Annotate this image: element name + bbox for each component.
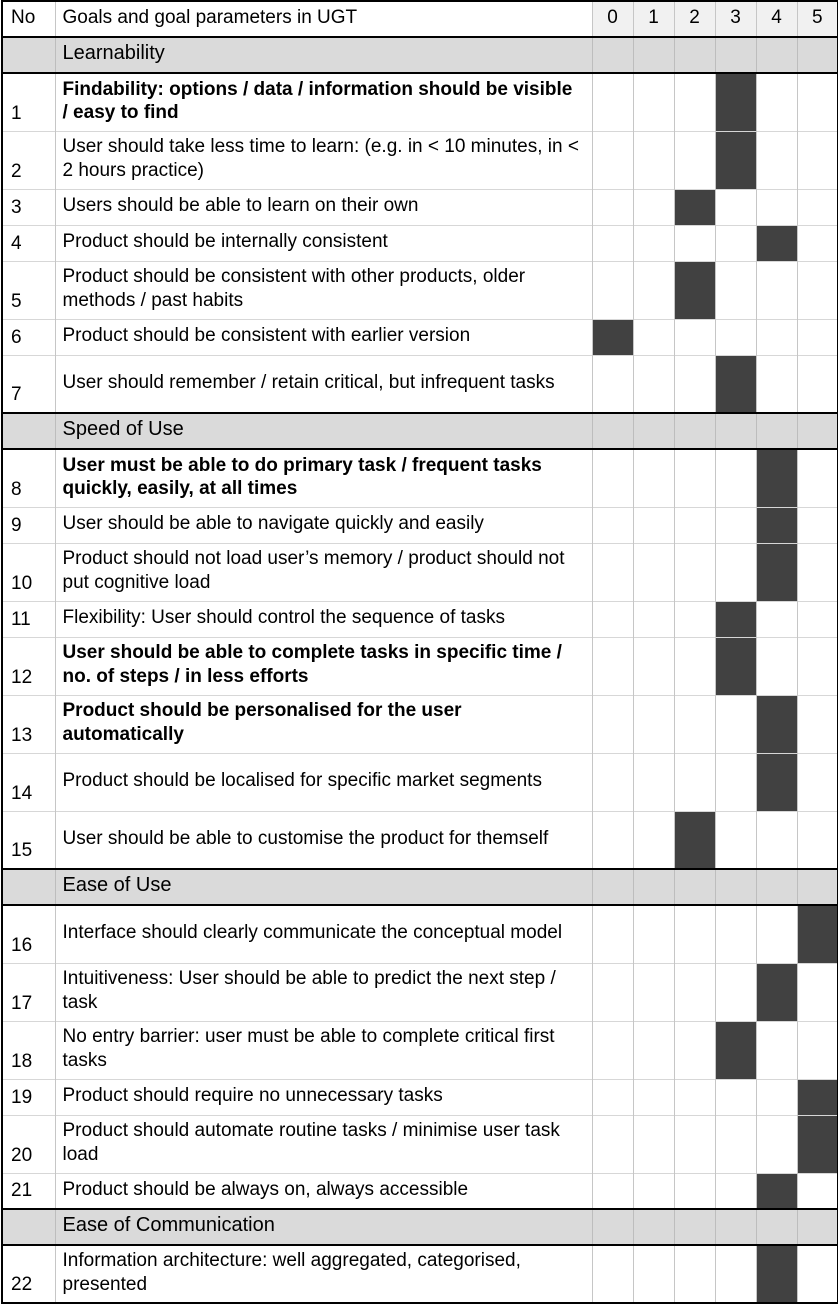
rating-cell-filled [756, 543, 797, 601]
rating-cell [633, 225, 674, 261]
rating-cell-filled [756, 753, 797, 811]
rating-cell [756, 601, 797, 637]
section-number-cell [2, 1209, 55, 1245]
rating-cell [756, 319, 797, 355]
rating-cell [592, 355, 633, 413]
rating-cell [633, 131, 674, 189]
goal-number: 8 [11, 478, 22, 500]
goal-number: 19 [11, 1086, 33, 1108]
rating-cell-filled [797, 1115, 838, 1173]
rating-cell [633, 1245, 674, 1303]
goal-text: Information architecture: well aggregated, categorised, presented [55, 1245, 592, 1303]
rating-cell [797, 261, 838, 319]
rating-cell [797, 131, 838, 189]
goal-text: User should take less time to learn: (e.g. in < 10 minutes, in < 2 hours practice) [55, 131, 592, 189]
rating-cell [715, 507, 756, 543]
goal-number: 11 [11, 608, 31, 630]
goal-text: User should be able to complete tasks in specific time / no. of steps / in less efforts [55, 637, 592, 695]
rating-cell [797, 1245, 838, 1303]
rating-cell-filled [715, 73, 756, 131]
rating-cell [756, 189, 797, 225]
rating-cell [674, 905, 715, 963]
goal-number: 17 [11, 992, 33, 1014]
rating-cell [715, 869, 756, 905]
rating-cell-filled [797, 905, 838, 963]
goal-text: Product should be localised for specific market segments [55, 753, 592, 811]
goal-number: 9 [11, 514, 22, 536]
rating-cell [756, 811, 797, 869]
rating-cell [797, 449, 838, 507]
rating-cell [715, 543, 756, 601]
rating-cell-filled [674, 811, 715, 869]
rating-cell [756, 37, 797, 73]
goal-row [2, 449, 838, 507]
goal-text: No entry barrier: user must be able to complete critical first tasks [55, 1021, 592, 1079]
goal-number: 13 [11, 724, 33, 746]
goal-row [2, 637, 838, 695]
goal-number: 1 [11, 102, 22, 124]
rating-cell [715, 753, 756, 811]
goal-column-header: Goals and goal parameters in UGT [55, 1, 592, 37]
rating-cell [756, 355, 797, 413]
rating-cell [592, 449, 633, 507]
goal-number: 20 [11, 1144, 33, 1166]
rating-cell [674, 963, 715, 1021]
rating-cell [715, 963, 756, 1021]
rating-cell [674, 637, 715, 695]
goal-row [2, 189, 838, 225]
rating-cell [797, 753, 838, 811]
rating-cell [633, 753, 674, 811]
rating-cell [633, 905, 674, 963]
rating-cell [756, 1209, 797, 1245]
rating-cell [797, 73, 838, 131]
goal-number: 6 [11, 326, 22, 348]
rating-cell [797, 637, 838, 695]
rating-cell [756, 905, 797, 963]
rating-cell [756, 1115, 797, 1173]
rating-cell [592, 811, 633, 869]
rating-cell [592, 1021, 633, 1079]
rating-cell [715, 1079, 756, 1115]
rating-cell [592, 601, 633, 637]
rating-cell [797, 413, 838, 449]
goal-number: 10 [11, 572, 33, 594]
rating-cell [797, 507, 838, 543]
goal-text: Users should be able to learn on their own [55, 189, 592, 225]
goal-row [2, 355, 838, 413]
rating-cell [715, 695, 756, 753]
rating-cell-filled [756, 1245, 797, 1303]
rating-cell-filled [715, 1021, 756, 1079]
goal-number: 14 [11, 782, 33, 804]
rating-cell [592, 37, 633, 73]
section-row [2, 413, 838, 449]
rating-cell [715, 413, 756, 449]
rating-cell [633, 543, 674, 601]
goal-row [2, 1079, 838, 1115]
goal-text: Product should be consistent with earlier version [55, 319, 592, 355]
rating-cell [756, 413, 797, 449]
goal-row [2, 1115, 838, 1173]
rating-cell [592, 131, 633, 189]
section-label: Ease of Communication [55, 1209, 592, 1245]
rating-cell [797, 1173, 838, 1209]
goal-text: User should remember / retain critical, but infrequent tasks [55, 355, 592, 413]
rating-cell [592, 1209, 633, 1245]
rating-cell [756, 131, 797, 189]
goal-row [2, 753, 838, 811]
rating-cell [633, 637, 674, 695]
rating-cell [674, 319, 715, 355]
rating-cell-filled [715, 355, 756, 413]
rating-cell [674, 543, 715, 601]
rating-cell [592, 695, 633, 753]
section-number-cell [2, 869, 55, 905]
rating-cell-filled [756, 695, 797, 753]
goal-text: User should be able to navigate quickly and easily [55, 507, 592, 543]
goal-text: Findability: options / data / information should be visible / easy to find [55, 73, 592, 131]
rating-cell [633, 507, 674, 543]
rating-cell [797, 963, 838, 1021]
rating-cell [633, 261, 674, 319]
rating-cell [797, 37, 838, 73]
rating-cell [674, 37, 715, 73]
goal-text: Product should be personalised for the user automatically [55, 695, 592, 753]
rating-cell [592, 225, 633, 261]
rating-cell [674, 695, 715, 753]
rating-cell [674, 1245, 715, 1303]
rating-cell [715, 189, 756, 225]
goal-row [2, 1245, 838, 1303]
goal-row [2, 319, 838, 355]
rating-cell [797, 189, 838, 225]
goal-text: Interface should clearly communicate the conceptual model [55, 905, 592, 963]
goal-text: Flexibility: User should control the sequence of tasks [55, 601, 592, 637]
goal-text: Product should be internally consistent [55, 225, 592, 261]
section-number-cell [2, 413, 55, 449]
rating-cell [756, 869, 797, 905]
goal-row [2, 963, 838, 1021]
rating-cell [633, 37, 674, 73]
goal-row [2, 811, 838, 869]
rating-cell [633, 601, 674, 637]
goal-row [2, 507, 838, 543]
section-row [2, 869, 838, 905]
section-label: Learnability [55, 37, 592, 73]
rating-cell [633, 869, 674, 905]
section-label: Speed of Use [55, 413, 592, 449]
rating-column-header-2: 2 [674, 1, 715, 37]
goal-number: 22 [11, 1274, 33, 1295]
rating-cell-filled [674, 189, 715, 225]
goal-text: Product should automate routine tasks / minimise user task load [55, 1115, 592, 1173]
rating-cell-filled [715, 601, 756, 637]
rating-cell [674, 1079, 715, 1115]
goal-row [2, 261, 838, 319]
rating-cell [715, 1173, 756, 1209]
rating-cell [592, 1079, 633, 1115]
rating-cell [592, 261, 633, 319]
rating-cell-filled [756, 449, 797, 507]
rating-cell [674, 355, 715, 413]
rating-cell [633, 319, 674, 355]
goal-text: Product should not load user’s memory / product should not put cognitive load [55, 543, 592, 601]
goal-text: Product should require no unnecessary tasks [55, 1079, 592, 1115]
goal-row [2, 1021, 838, 1079]
rating-cell-filled [756, 963, 797, 1021]
goal-number: 12 [11, 666, 33, 688]
rating-cell-filled [756, 1173, 797, 1209]
rating-column-header-1: 1 [633, 1, 674, 37]
rating-cell [797, 225, 838, 261]
rating-cell-filled [756, 225, 797, 261]
rating-cell [797, 601, 838, 637]
goals-table [1, 0, 838, 1304]
rating-cell [633, 413, 674, 449]
rating-cell [674, 1209, 715, 1245]
rating-cell [633, 1079, 674, 1115]
section-label: Ease of Use [55, 869, 592, 905]
rating-cell [715, 811, 756, 869]
table-header-row [2, 1, 838, 37]
rating-cell [633, 73, 674, 131]
rating-cell [592, 905, 633, 963]
rating-cell [797, 811, 838, 869]
rating-cell-filled [756, 507, 797, 543]
goal-row [2, 73, 838, 131]
goal-number: 3 [11, 196, 22, 218]
rating-cell [633, 189, 674, 225]
rating-cell [592, 869, 633, 905]
rating-cell [633, 811, 674, 869]
no-column-header: No [11, 7, 36, 28]
rating-cell [674, 413, 715, 449]
rating-cell-filled [715, 131, 756, 189]
rating-cell [674, 1115, 715, 1173]
rating-cell [715, 905, 756, 963]
rating-cell [592, 1173, 633, 1209]
rating-cell [633, 695, 674, 753]
goal-row [2, 225, 838, 261]
rating-cell [592, 753, 633, 811]
goal-number: 4 [11, 232, 22, 254]
rating-cell [633, 1173, 674, 1209]
goal-row [2, 601, 838, 637]
goal-row [2, 1173, 838, 1209]
rating-cell [797, 319, 838, 355]
rating-cell [797, 543, 838, 601]
rating-cell [756, 73, 797, 131]
goals-table-body [2, 37, 838, 1303]
goal-number: 16 [11, 934, 33, 956]
goal-number: 21 [11, 1180, 33, 1201]
rating-cell [592, 1245, 633, 1303]
goal-text: User must be able to do primary task / frequent tasks quickly, easily, at all times [55, 449, 592, 507]
goal-number: 5 [11, 290, 22, 312]
goal-number: 2 [11, 160, 22, 182]
goal-text: Product should be consistent with other products, older methods / past habits [55, 261, 592, 319]
rating-cell [592, 413, 633, 449]
goal-row [2, 543, 838, 601]
rating-cell-filled [715, 637, 756, 695]
goal-row [2, 131, 838, 189]
goal-number: 15 [11, 840, 33, 861]
rating-cell [592, 637, 633, 695]
rating-cell [674, 1021, 715, 1079]
rating-cell-filled [592, 319, 633, 355]
rating-cell [674, 601, 715, 637]
rating-cell [715, 449, 756, 507]
goal-number: 7 [11, 384, 22, 405]
rating-cell [674, 131, 715, 189]
rating-cell-filled [674, 261, 715, 319]
rating-cell [715, 225, 756, 261]
rating-cell [592, 73, 633, 131]
rating-cell [756, 1021, 797, 1079]
goal-text: Intuitiveness: User should be able to predict the next step / task [55, 963, 592, 1021]
rating-cell [756, 637, 797, 695]
goal-text: Product should be always on, always accessible [55, 1173, 592, 1209]
section-row [2, 1209, 838, 1245]
rating-cell [592, 963, 633, 1021]
section-row [2, 37, 838, 73]
rating-cell [674, 73, 715, 131]
rating-column-header-5: 5 [797, 1, 838, 37]
section-number-cell [2, 37, 55, 73]
rating-cell [797, 355, 838, 413]
rating-cell [797, 695, 838, 753]
rating-cell [756, 261, 797, 319]
rating-cell [674, 1173, 715, 1209]
rating-cell [715, 1245, 756, 1303]
rating-column-header-3: 3 [715, 1, 756, 37]
rating-cell [756, 1079, 797, 1115]
rating-cell-filled [797, 1079, 838, 1115]
rating-cell [674, 507, 715, 543]
rating-cell [633, 1021, 674, 1079]
rating-cell [592, 1115, 633, 1173]
rating-cell [633, 449, 674, 507]
rating-cell [674, 869, 715, 905]
rating-cell [633, 355, 674, 413]
rating-cell [592, 543, 633, 601]
rating-cell [715, 1115, 756, 1173]
goal-row [2, 695, 838, 753]
rating-cell [715, 37, 756, 73]
goal-text: User should be able to customise the product for themself [55, 811, 592, 869]
goal-row [2, 905, 838, 963]
rating-cell [797, 1021, 838, 1079]
rating-cell [715, 1209, 756, 1245]
rating-cell [633, 963, 674, 1021]
rating-cell [633, 1209, 674, 1245]
rating-column-header-4: 4 [756, 1, 797, 37]
rating-cell [797, 1209, 838, 1245]
rating-cell [633, 1115, 674, 1173]
rating-cell [592, 189, 633, 225]
rating-cell [715, 319, 756, 355]
rating-cell [715, 261, 756, 319]
rating-cell [592, 507, 633, 543]
rating-cell [674, 225, 715, 261]
rating-column-header-0: 0 [592, 1, 633, 37]
rating-cell [674, 449, 715, 507]
goal-number: 18 [11, 1050, 33, 1072]
rating-cell [797, 869, 838, 905]
rating-cell [674, 753, 715, 811]
